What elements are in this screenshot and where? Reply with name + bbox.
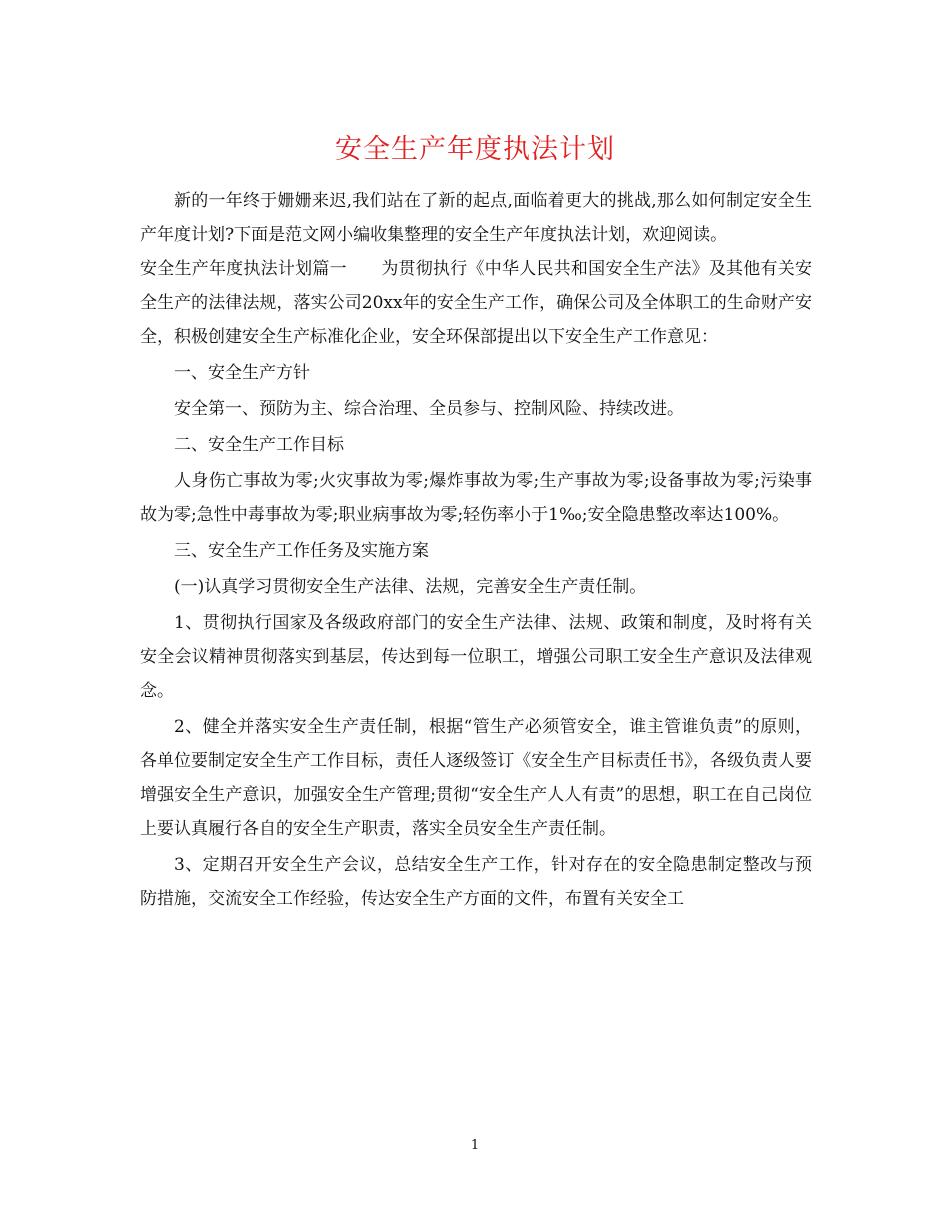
document-body (140, 184, 812, 916)
heading-policy: 一、安全生产方针 (174, 363, 310, 383)
page-number: 1 (470, 1138, 480, 1153)
heading-goals: 二、安全生产工作目标 (174, 435, 344, 455)
goals-paragraph: 人身伤亡事故为零;火灾事故为零;爆炸事故为零;生产事故为零;设备事故为零;污染事故为零;急性中毒事故为零;职业病事故为零;轻伤率小于1‰;安全隐患整改率达100%。 (140, 471, 812, 525)
policy-paragraph: 安全第一、预防为主、综合治理、全员参与、控制风险、持续改进。 (174, 399, 684, 419)
item-2-paragraph: 2、健全并落实安全生产责任制，根据“管生产必须管安全，谁主管谁负责”的原则，各单位要制定安全生产工作目标，责任人逐级签订《安全生产目标责任书》，各级负责人要增强安全生产意识，加强安全生产管理;贯彻“安全生产人人有责”的思想，职工在自己岗位上要认真履行各自的安全生产职责，落实全员安全生产责任制。 (140, 717, 812, 839)
document-title: 安全生产年度执法计划 (335, 134, 615, 165)
section-paragraph: 安全生产年度执法计划篇一 为贯彻执行《中华人民共和国安全生产法》及其他有关安全生产的法律法规，落实公司20xx年的安全生产工作，确保公司及全体职工的生命财产安全，积极创建安全生产标准化企业，安全环保部提出以下安全生产工作意见： (140, 259, 812, 347)
subheading-study: (一)认真学习贯彻安全生产法律、法规，完善安全生产责任制。 (174, 577, 647, 597)
item-3-paragraph: 3、定期召开安全生产会议，总结安全生产工作，针对存在的安全隐患制定整改与预防措施，交流安全工作经验，传达安全生产方面的文件，布置有关安全工 (140, 855, 812, 909)
item-1-paragraph: 1、贯彻执行国家及各级政府部门的安全生产法律、法规、政策和制度，及时将有关安全会议精神贯彻落实到基层，传达到每一位职工，增强公司职工安全生产意识及法律观念。 (140, 613, 812, 701)
heading-tasks: 三、安全生产工作任务及实施方案 (174, 541, 429, 561)
intro-paragraph: 新的一年终于姗姗来迟,我们站在了新的起点,面临着更大的挑战,那么如何制定安全生产年度计划?下面是范文网小编收集整理的安全生产年度执法计划，欢迎阅读。 (140, 191, 812, 245)
